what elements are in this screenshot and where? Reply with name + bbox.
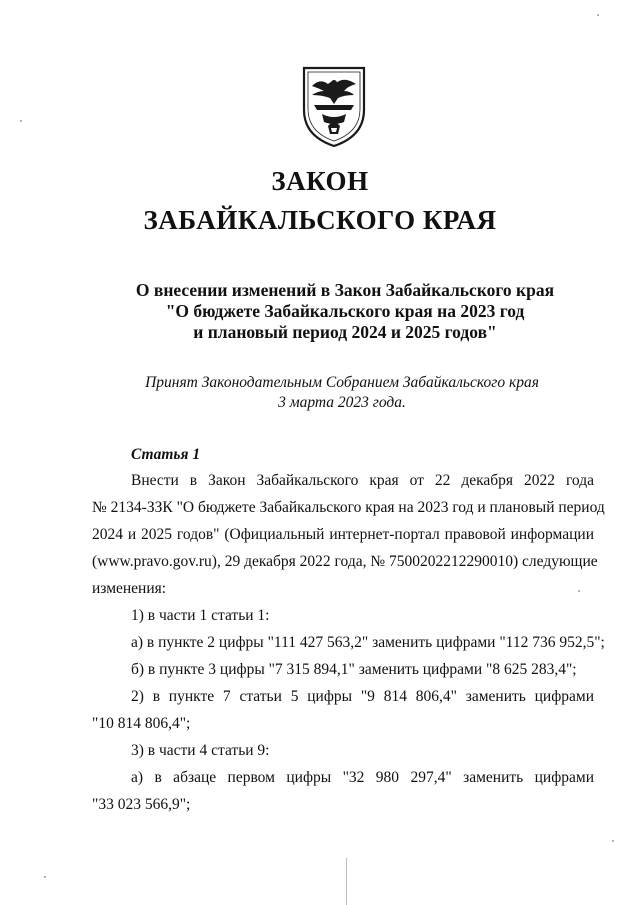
scan-artifact-line <box>346 858 347 905</box>
list-item-continuation: "10 814 806,4"; <box>92 715 191 732</box>
paragraph-line: 2024 и 2025 годов" (Официальный интернет-портал правовой информации <box>92 526 594 543</box>
adoption-note-line: Принят Законодательным Собранием Забайкальского края <box>145 374 539 391</box>
coat-of-arms-icon <box>298 64 370 148</box>
document-title-law: ЗАКОН <box>271 166 369 196</box>
law-subject-line: О внесении изменений в Закон Забайкальского края <box>135 280 555 300</box>
list-item-continuation: "33 023 566,9"; <box>92 796 191 813</box>
list-item: 1) в части 1 статьи 1: <box>131 607 270 624</box>
scan-speck <box>597 14 599 16</box>
list-item: а) в пункте 2 цифры "111 427 563,2" заменить цифрами "112 736 952,5"; <box>131 634 605 651</box>
adoption-date: 3 марта 2023 года. <box>278 394 406 411</box>
scan-speck <box>578 590 580 592</box>
paragraph-line: Внести в Закон Забайкальского края от 22 декабря 2022 года <box>131 472 594 489</box>
list-item: б) в пункте 3 цифры "7 315 894,1" заменить цифрами "8 625 283,4"; <box>131 661 577 678</box>
paragraph-line: (www.pravo.gov.ru), 29 декабря 2022 года, № 7500202212290010) следующие <box>92 553 598 570</box>
scan-speck <box>612 840 614 842</box>
list-item: а) в абзаце первом цифры "32 980 297,4" заменить цифрами <box>131 769 594 786</box>
list-item: 3) в части 4 статьи 9: <box>131 742 270 759</box>
law-subject-line: "О бюджете Забайкальского края на 2023 год <box>165 301 525 321</box>
law-subject-line: и плановый период 2024 и 2025 годов" <box>193 322 497 342</box>
article-heading: Статья 1 <box>131 446 201 463</box>
scan-speck <box>20 120 22 122</box>
paragraph-line: изменения: <box>92 580 167 597</box>
article-body <box>92 468 605 813</box>
scan-speck <box>44 876 46 878</box>
list-item: 2) в пункте 7 статьи 5 цифры "9 814 806,4" заменить цифрами <box>131 688 594 705</box>
document-title-region: ЗАБАЙКАЛЬСКОГО КРАЯ <box>143 205 497 235</box>
adoption-note <box>0 373 640 413</box>
paragraph-line: № 2134-ЗЗК "О бюджете Забайкальского края на 2023 год и плановый период <box>92 499 605 516</box>
law-subject <box>0 280 640 343</box>
